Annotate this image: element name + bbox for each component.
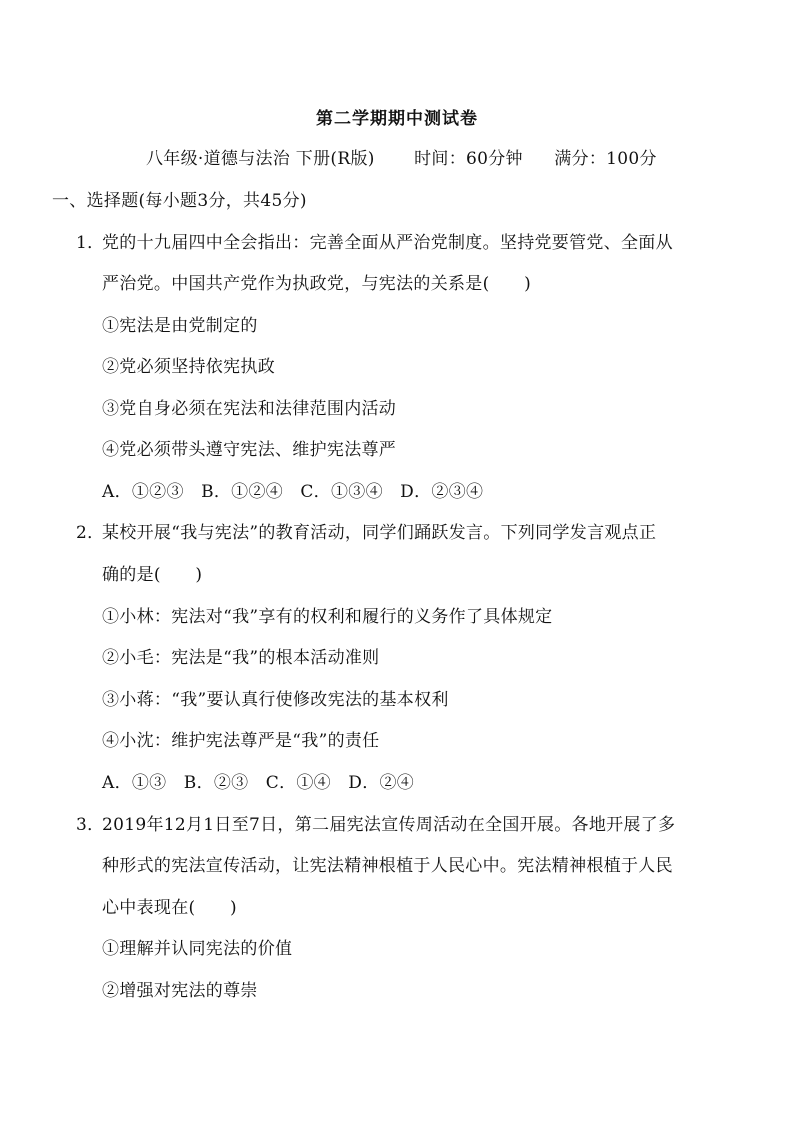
question-1-first-line	[76, 232, 673, 254]
question-item: ②党必须坚持依宪执政	[102, 357, 275, 377]
question-stem-line: 2019年12月1日至7日，第二届宪法宣传周活动在全国开展。各地开展了多	[102, 815, 676, 835]
question-stem-line: 种形式的宪法宣传活动，让宪法精神根植于人民心中。宪法精神根植于人民	[102, 856, 673, 876]
question-number: 2．	[76, 523, 105, 543]
question-number: 1．	[76, 233, 105, 253]
exam-score: 满分：100分	[554, 149, 657, 169]
exam-time: 时间：60分钟	[414, 149, 523, 169]
question-item: ③党自身必须在宪法和法律范围内活动	[102, 399, 397, 419]
question-stem-line: 确的是( )	[102, 565, 203, 585]
exam-title: 第二学期期中测试卷	[316, 109, 478, 129]
question-item: ①理解并认同宪法的价值	[102, 939, 293, 959]
question-item: ②小毛：宪法是“我”的根本活动准则	[102, 648, 380, 668]
question-item: ①宪法是由党制定的	[102, 316, 258, 336]
question-number: 3．	[76, 815, 105, 835]
question-2-first-line	[76, 522, 656, 544]
exam-subtitle	[146, 148, 657, 170]
answer-options: A．①②③ B．①②④ C．①③④ D．②③④	[102, 482, 484, 502]
question-stem-line: 某校开展“我与宪法”的教育活动，同学们踊跃发言。下列同学发言观点正	[102, 523, 657, 543]
question-item: ④党必须带头遵守宪法、维护宪法尊严	[102, 440, 397, 460]
section-heading: 一、选择题(每小题3分，共45分)	[52, 191, 307, 211]
question-stem-line: 心中表现在( )	[102, 898, 237, 918]
question-item: ③小蒋：“我”要认真行使修改宪法的基本权利	[102, 690, 449, 710]
question-stem-line: 严治党。中国共产党作为执政党，与宪法的关系是( )	[102, 274, 532, 294]
question-item: ②增强对宪法的尊崇	[102, 981, 258, 1001]
question-3-first-line	[76, 814, 675, 836]
question-stem-line: 党的十九届四中全会指出：完善全面从严治党制度。坚持党要管党、全面从	[102, 233, 673, 253]
answer-options: A．①③ B．②③ C．①④ D．②④	[102, 773, 415, 793]
grade-subject: 八年级·道德与法治 下册(R版)	[146, 149, 375, 169]
question-item: ④小沈：维护宪法尊严是“我”的责任	[102, 731, 380, 751]
question-item: ①小林：宪法对“我”享有的权利和履行的义务作了具体规定	[102, 607, 553, 627]
